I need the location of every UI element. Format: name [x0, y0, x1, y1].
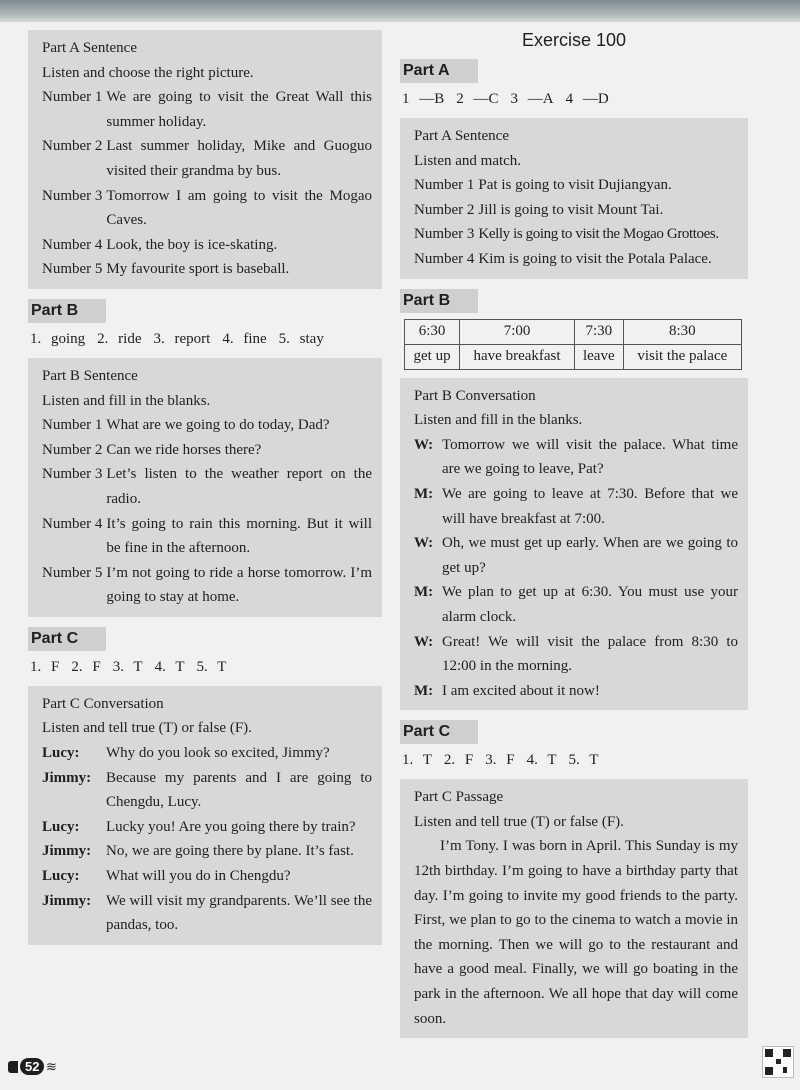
transcript-item: Number 5 I’m not going to ride a horse tomorrow. I’m going to stay at home.: [42, 564, 372, 606]
box-header: Part B Conversation: [414, 387, 536, 404]
answer-key: 1. going 2. ride 3. report 4. fine 5. stay: [30, 330, 324, 347]
dialogue-line: Jimmy: We will visit my grandparents. We’ll see the pandas, too.: [42, 892, 372, 934]
transcript-item: Number 3 Let’s listen to the weather report on the radio.: [42, 466, 372, 507]
table-cell: get up: [405, 344, 460, 369]
dialogue-line: Lucy: Why do you look so excited, Jimmy?: [42, 745, 330, 762]
answer-key: 1. F 2. F 3. T 4. T 5. T: [30, 658, 227, 675]
transcript-item: Number 1 We are going to visit the Great Wall this summer holiday.: [42, 89, 372, 130]
left-partB-transcript: [28, 358, 382, 617]
dialogue-line: M: We plan to get up at 6:30. You must use your alarm clock.: [414, 584, 738, 625]
part-heading: Part B: [28, 299, 106, 323]
exercise-title: Exercise 100: [521, 30, 627, 50]
dialogue-line: M: I am excited about it now!: [414, 682, 600, 699]
speaker-icon: [8, 1061, 18, 1073]
transcript-item: Number 5 My favourite sport is baseball.: [42, 261, 290, 278]
page-number: 52: [20, 1058, 44, 1075]
transcript-item: Number 2 Can we ride horses there?: [42, 441, 262, 458]
box-instruction: Listen and match.: [414, 152, 522, 169]
table-cell: leave: [574, 344, 623, 369]
right-partA-transcript: [400, 118, 748, 279]
dialogue-line: W: Tomorrow we will visit the palace. What time are we going to leave, Pat?: [414, 436, 738, 478]
box-header: Part B Sentence: [42, 367, 138, 384]
box-instruction: Listen and fill in the blanks.: [414, 412, 583, 429]
transcript-item: Number 2 Jill is going to visit Mount Tai.: [414, 201, 664, 218]
dialogue-line: Lucy: Lucky you! Are you going there by train?: [42, 818, 356, 835]
dialogue-line: Jimmy: No, we are going there by plane. It’s fast.: [42, 843, 354, 860]
box-instruction: Listen and tell true (T) or false (F).: [42, 720, 252, 737]
right-partB-transcript: [400, 378, 748, 711]
qr-code-icon: [762, 1046, 794, 1078]
dialogue-line: W: Oh, we must get up early. When are we going to get up?: [414, 535, 738, 576]
part-heading: Part C: [400, 720, 478, 744]
top-border-band: [0, 0, 800, 22]
table-cell: have breakfast: [460, 344, 575, 369]
transcript-item: Number 4 Look, the boy is ice-skating.: [42, 236, 278, 253]
right-column: [400, 30, 748, 1038]
transcript-item: Number 3 Tomorrow I am going to visit the Mogao Caves.: [42, 187, 372, 229]
answer-key: 1. T 2. F 3. F 4. T 5. T: [402, 752, 599, 769]
passage-text: I’m Tony. I was born in April. This Sunday is my 12th birthday. I’m going to have a birthday party that day. I’m going to invite my good friends to the party. First, we plan to go to the cinema to watch a movie in the morning. Then we will go to the restaurant and have a good meal. Finally, we will go boating in the park in the afternoon. We all hope that day will come soon.: [414, 838, 738, 1027]
table-cell: 7:30: [574, 319, 623, 344]
left-partC-transcript: [28, 686, 382, 945]
part-heading: Part C: [28, 627, 106, 651]
transcript-item: Number 3 Kelly is going to visit the Mogao Grottoes.: [414, 226, 719, 243]
part-heading: Part A: [400, 59, 478, 83]
transcript-item: Number 1 What are we going to do today, Dad?: [42, 417, 330, 434]
dialogue-line: Jimmy: Because my parents and I are going to Chengdu, Lucy.: [42, 769, 372, 811]
box-header: Part A Sentence: [42, 40, 137, 56]
dialogue-line: Lucy: What will you do in Chengdu?: [42, 868, 291, 885]
transcript-item: Number 2 Last summer holiday, Mike and Guoguo visited their grandma by bus.: [42, 138, 372, 179]
transcript-item: Number 4 Kim is going to visit the Potala Palace.: [414, 250, 712, 267]
table-cell: 7:00: [460, 319, 575, 344]
table-row: [405, 344, 742, 369]
box-header: Part A Sentence: [414, 128, 509, 144]
schedule-table: [404, 319, 742, 370]
table-row: [405, 319, 742, 344]
transcript-item: Number 4 It’s going to rain this morning. But it will be fine in the afternoon.: [42, 515, 372, 557]
left-partA-transcript: [28, 30, 382, 289]
answer-key: 1 —B 2 —C 3 —A 4 —D: [402, 91, 609, 107]
left-column: [28, 30, 382, 945]
box-header: Part C Passage: [414, 789, 504, 806]
part-heading: Part B: [400, 289, 478, 313]
dialogue-line: W: Great! We will visit the palace from 8:30 to 12:00 in the morning.: [414, 633, 738, 675]
box-instruction: Listen and tell true (T) or false (F).: [414, 813, 624, 830]
right-partC-transcript: [400, 779, 748, 1038]
dialogue-line: M: We are going to leave at 7:30. Before that we will have breakfast at 7:00.: [414, 485, 738, 527]
sound-wave-icon: ≋: [46, 1060, 57, 1075]
table-cell: 6:30: [405, 319, 460, 344]
box-instruction: Listen and choose the right picture.: [42, 64, 254, 81]
transcript-item: Number 1 Pat is going to visit Dujiangyan.: [414, 177, 672, 194]
table-cell: 8:30: [623, 319, 741, 344]
table-cell: visit the palace: [623, 344, 741, 369]
box-instruction: Listen and fill in the blanks.: [42, 392, 211, 409]
box-header: Part C Conversation: [42, 695, 164, 712]
